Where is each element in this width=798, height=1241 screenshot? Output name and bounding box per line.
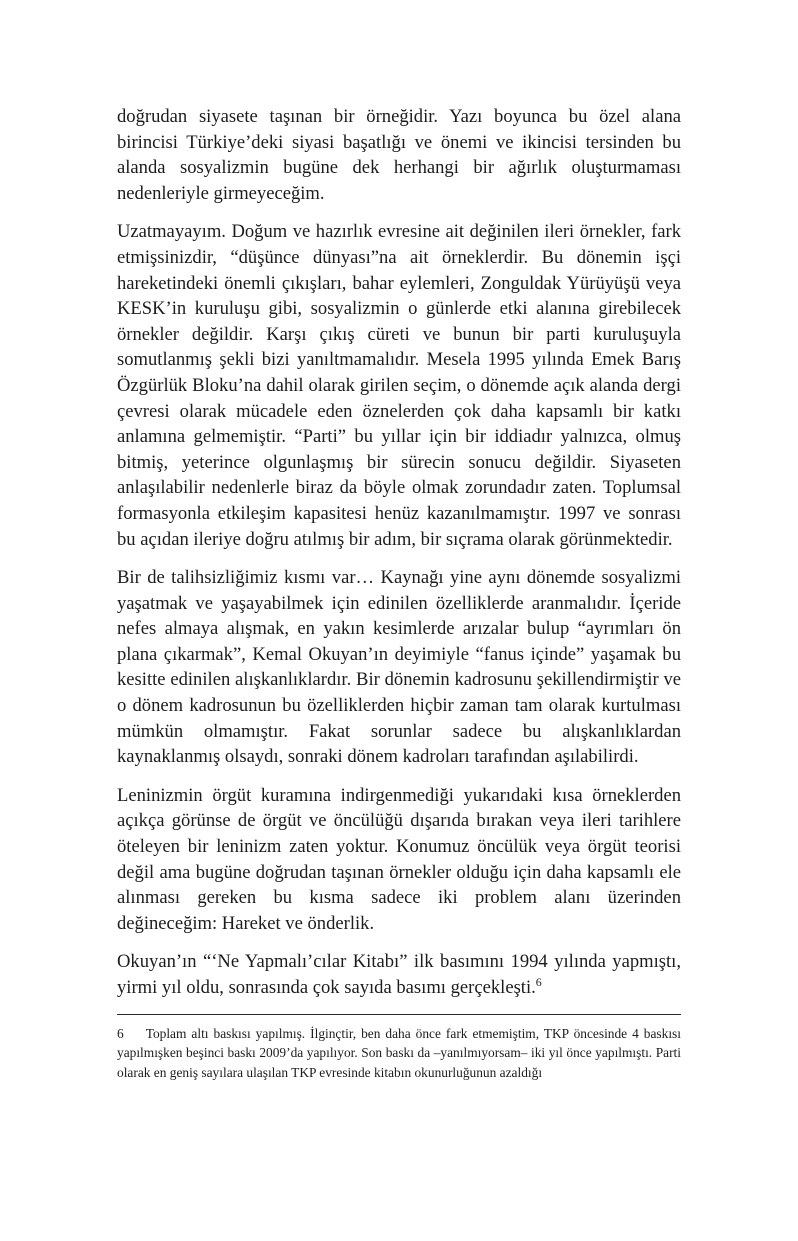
body-paragraph-5 (117, 949, 681, 1000)
paragraph-text: Okuyan’ın “‘Ne Yapmalı’cılar Kitabı” ilk basımını 1994 yılında yapmıştı, yirmi yıl oldu, sonrasında çok sayıda basımı gerçekleşti. (117, 951, 681, 998)
body-paragraph-4: Leninizmin örgüt kuramına indirgenmediği yukarıdaki kısa örneklerden açıkça görünse de örgüt ve öncülüğü dışarıda bırakan veya ileri tarihlere öteleyen bir leninizm zaten yoktur. Konumuz öncülük veya örgüt teorisi değil ama bugüne doğrudan taşınan örnekler olduğu için daha kapsamlı ele alınması gereken bu kısma sadece iki problem alanı üzerinden değineceğim: Hareket ve önderlik. (117, 784, 681, 934)
footnote-separator (117, 1014, 681, 1015)
body-paragraph-2: Uzatmayayım. Doğum ve hazırlık evresine ait değinilen ileri örnekler, fark etmişsinizdir, “düşünce dünyası”na ait örneklerdir. Bu dönemin işçi hareketindeki önemli çıkışları, bahar eylemleri, Zonguldak Yürüyüşü veya KESK’in kuruluşu gibi, sosyalizmin o günlerde etki alanına girebilecek örnekler değildir. Karşı çıkış cüreti ve bunun bir parti kuruluşuyla somutlanmış şekli bizi yanıltmamalıdır. Mesela 1995 yılında Emek Barış Özgürlük Bloku’na dahil olarak girilen seçim, o dönemde açık alanda dergi çevresi olarak mücadele eden öznelerden çok daha kapsamlı bir katkı anlamına gelmemiştir. “Parti” bu yıllar için bir iddiadır yalnızca, olmuş bitmiş, yeterince olgunlaşmış bir sürecin sonucu değildir. Siyaseten anlaşılabilir nedenlerle biraz da böyle olmak zorundadır zaten. Toplumsal formasyonla etkileşim kapasitesi henüz kazanılmamıştır. 1997 ve sonrası bu açıdan ileriye doğru atılmış bir adım, bir sıçrama olarak görünmektedir. (117, 221, 681, 550)
footnote-area (117, 1014, 681, 1083)
footnote-number: 6 (117, 1025, 124, 1041)
body-paragraph-3: Bir de talihsizliğimiz kısmı var… Kaynağı yine aynı dönemde sosyalizmi yaşatmak ve yaşayabilmek için edinilen özelliklerde aranmalıdır. İçeride nefes almaya alışmak, en yakın kesimlerde arızalar bulup “ayrımları ön plana çıkarmak”, Kemal Okuyan’ın deyimiyle “fanus içinde” yaşamak bu kesitte edinilen alışkanlıklardır. Bir dönemin kadrosunu şekillendirmiştir ve o dönem kadrosunun bu özelliklerden hiçbir zaman tam olarak kurtulması mümkün olmamıştır. Fakat sorunlar sadece bu alışkanlıklardan kaynaklanmış olsaydı, sonraki dönem kadroları tarafından aşılabilirdi. (117, 567, 681, 768)
text-column (117, 104, 681, 1082)
body-paragraph-1: doğrudan siyasete taşınan bir örneğidir. Yazı boyunca bu özel alana birincisi Türkiye’deki siyasi başatlığı ve önemi ve ikincisi tersinden bu alanda sosyalizmin bugüne dek herhangi bir ağırlık oluşturmaması nedenleriyle girmeyeceğim. (117, 106, 681, 204)
footnote-text: Toplam altı baskısı yapılmış. İlginçtir, ben daha önce fark etmemiştim, TKP öncesinde 4 baskısı yapılmışken beşinci baskı 2009’da yapılıyor. Son baskı da –yanılmıyorsam– iki yıl önce yapılmıştı. Parti olarak en geniş sayılara ulaşılan TKP evresinde kitabın okunurluğunun azaldığı (117, 1025, 681, 1080)
footnote (117, 1024, 681, 1083)
footnote-ref: 6 (535, 974, 542, 989)
